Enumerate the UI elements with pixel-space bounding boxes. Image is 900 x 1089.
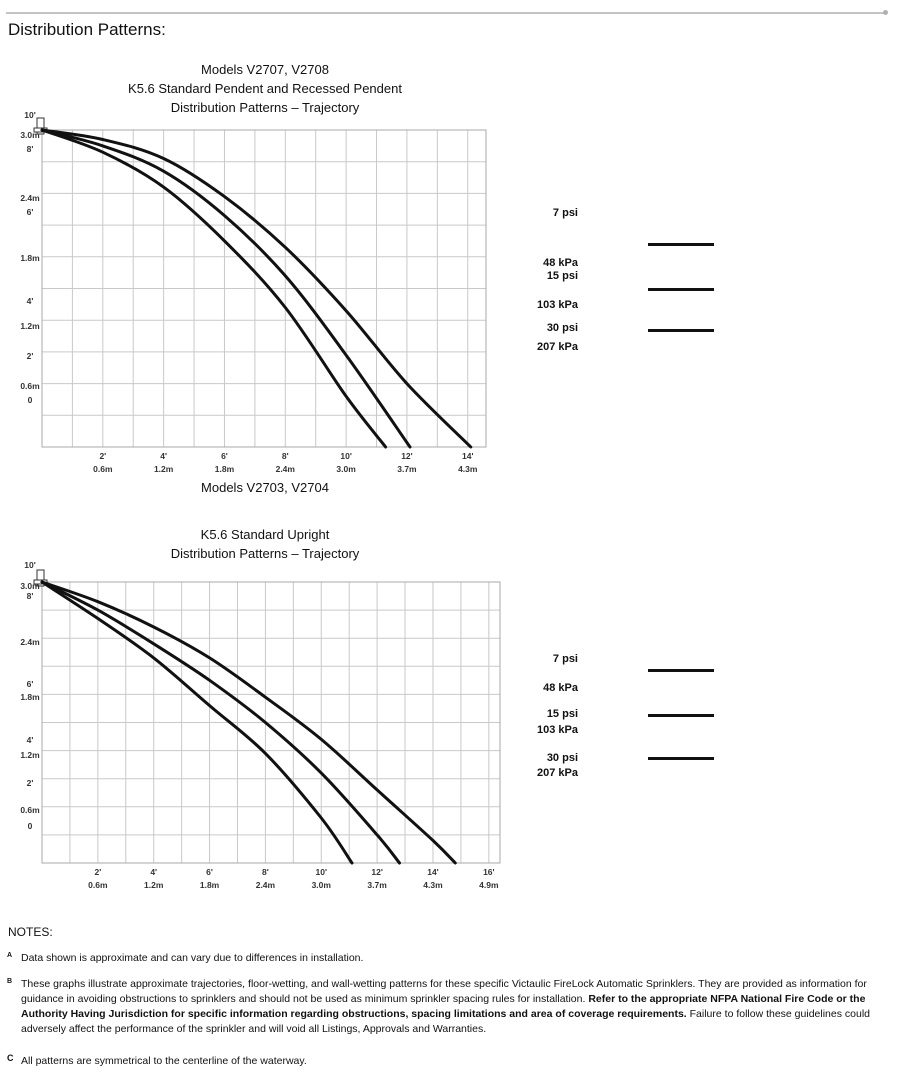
chart1-legend-psi-3: 30 psi [546,322,578,334]
section-title: Distribution Patterns: [8,20,166,39]
chart1-legend-psi-2: 15 psi [546,270,578,282]
chart1-x-tick-label-ft: 4' [160,451,168,461]
note-b-text-2: Failure to follow these guidelines could adversely affect the performance of the sprinkler and will void all Listings, Approvals and Warranties. [21,1008,870,1035]
chart1-x-tick-label-m: 1.8m [214,464,235,474]
chart2-plot [0,557,540,897]
note-b-text-bold: Refer to the appropriate NFPA National Fire Code or the Authority Having Jurisdiction for specific information regarding obstructions, spacing limitations and area of coverage requirements. [21,993,866,1020]
chart1-legend-kpa-1: 48 kPa [543,257,578,269]
chart1-legend-line-2 [648,288,714,291]
chart2-y-tick-label: 6' [26,679,34,689]
chart1-y-tick-label: 2' [26,351,34,361]
chart1-x-tick-label-ft: 2' [99,451,107,461]
chart2-x-tick-label-ft: 14' [427,867,439,877]
chart2-x-tick-label-ft: 2' [94,867,102,877]
chart1-y-tick-label: 8' [26,144,34,154]
chart1-x-tick-label-ft: 6' [221,451,228,461]
chart1-y-tick-label: 1.2m [20,321,40,331]
chart2-legend-kpa-1: 48 kPa [543,682,578,694]
chart2-y-tick-label: 10' [24,560,36,570]
chart1-y-tick-label: 6' [26,207,34,217]
chart1-x-tick-label-m: 3.7m [397,464,417,474]
chart2-y-tick-label: 0.6m [20,805,40,815]
chart2-x-tick-label-ft: 6' [206,867,213,877]
note-c [7,1053,871,1069]
chart1-legend-kpa-3: 207 kPa [537,341,578,353]
chart2-y-tick-label: 2' [26,778,34,788]
notes-heading: NOTES: [8,925,53,939]
chart2-x-tick-label-m: 4.3m [423,880,443,890]
chart1-x-tick-label-m: 0.6m [93,464,113,474]
note-b [7,977,871,1037]
chart1-legend-psi-1: 7 psi [552,207,578,219]
chart1-x-tick-label-m: 1.2m [153,464,174,474]
note-a [7,951,871,966]
chart2-x-tick-label-m: 3.0m [311,880,331,890]
chart2-legend-psi-1: 7 psi [552,653,578,665]
chart2-x-tick-label-ft: 16' [483,867,495,877]
chart1-y-tick-label: 4' [26,296,34,306]
chart1-x-tick-label-m: 2.4m [275,464,295,474]
chart2-y-tick-label: 8' [26,591,34,601]
chart2-x-tick-label-m: 1.2m [144,880,164,890]
chart1-x-tick-label-m: 4.3m [458,464,478,474]
chart1-legend-line-1 [648,243,714,246]
chart1-y-tick-label: 2.4m [20,193,40,203]
chart1-plot [0,100,520,485]
chart2-y-tick-label: 1.2m [20,750,40,760]
chart2-x-tick-label-m: 4.9m [479,880,499,890]
chart2-y-tick-label: 4' [26,735,34,745]
chart2-x-tick-label-ft: 12' [371,867,383,877]
chart2-x-tick-label-m: 1.8m [199,880,220,890]
chart2-title-line-1: K5.6 Standard Upright [200,527,330,542]
note-a-marker: A [7,952,13,959]
note-c-text: All patterns are symmetrical to the centerline of the waterway. [21,1055,307,1067]
chart2-legend-line-1 [648,669,714,672]
chart1-x-tick-label-ft: 12' [401,451,413,461]
note-a-text: Data shown is approximate and can vary due to differences in installation. [21,952,364,964]
top-divider [6,12,887,14]
chart2-x-tick-label-m: 3.7m [367,880,387,890]
chart1-y-tick-label: 0.6m [20,381,40,391]
chart1-legend-line-3 [648,329,714,332]
chart1-y-tick-label: 1.8m [20,253,40,263]
chart1-legend-kpa-2: 103 kPa [537,299,578,311]
chart2-x-tick-label-ft: 10' [315,867,328,877]
chart2-x-tick-label-ft: 4' [150,867,158,877]
chart1-y-tick-label: 10' [24,110,36,120]
chart2-legend-kpa-2: 103 kPa [537,724,578,736]
chart1-caption: Models V2703, V2704 [201,480,329,495]
note-b-marker: B [7,978,13,985]
chart1-y-tick-label: 3.0m [20,130,40,140]
note-b-text-1: These graphs illustrate approximate trajectories, floor-wetting, and wall-wetting patterns for these specific Victaulic FireLock Automatic Sprinklers. They are provided as information for guidance in avoiding obstructions to sprinklers and should not be used as minimum sprinkler spacing rules for installation. [21,978,867,1005]
chart2-y-tick-label: 3.0m [20,581,40,591]
chart2-y-tick-label: 2.4m [20,637,40,647]
chart1-x-tick-label-ft: 10' [340,451,352,461]
top-divider-end-dot [883,10,888,15]
chart2-x-tick-label-m: 0.6m [88,880,108,890]
chart1-title-line-2: K5.6 Standard Pendent and Recessed Pendent [128,81,402,96]
chart1-x-tick-label-m: 3.0m [336,464,356,474]
chart1-title-line-1: Models V2707, V2708 [201,62,329,77]
chart2-x-tick-label-m: 2.4m [255,880,276,890]
chart2-legend-psi-2: 15 psi [546,708,578,720]
chart2-legend-line-2 [648,714,714,717]
chart2-y-tick-label: 1.8m [20,692,40,702]
chart1-y-tick-label: 0 [27,395,33,405]
chart1-x-tick-label-ft: 8' [281,451,289,461]
chart2-y-tick-label: 0 [27,821,33,831]
chart2-legend-psi-3: 30 psi [546,752,578,764]
chart1-x-tick-label-ft: 14' [462,451,474,461]
chart2-legend-line-3 [648,757,714,760]
chart2-x-tick-label-ft: 8' [262,867,269,877]
chart1-title-line-3: Distribution Patterns – Trajectory [170,100,360,115]
chart2-title-line-2: Distribution Patterns – Trajectory [170,546,360,561]
chart2-legend-kpa-3: 207 kPa [537,767,578,779]
note-c-marker: C [7,1053,14,1063]
